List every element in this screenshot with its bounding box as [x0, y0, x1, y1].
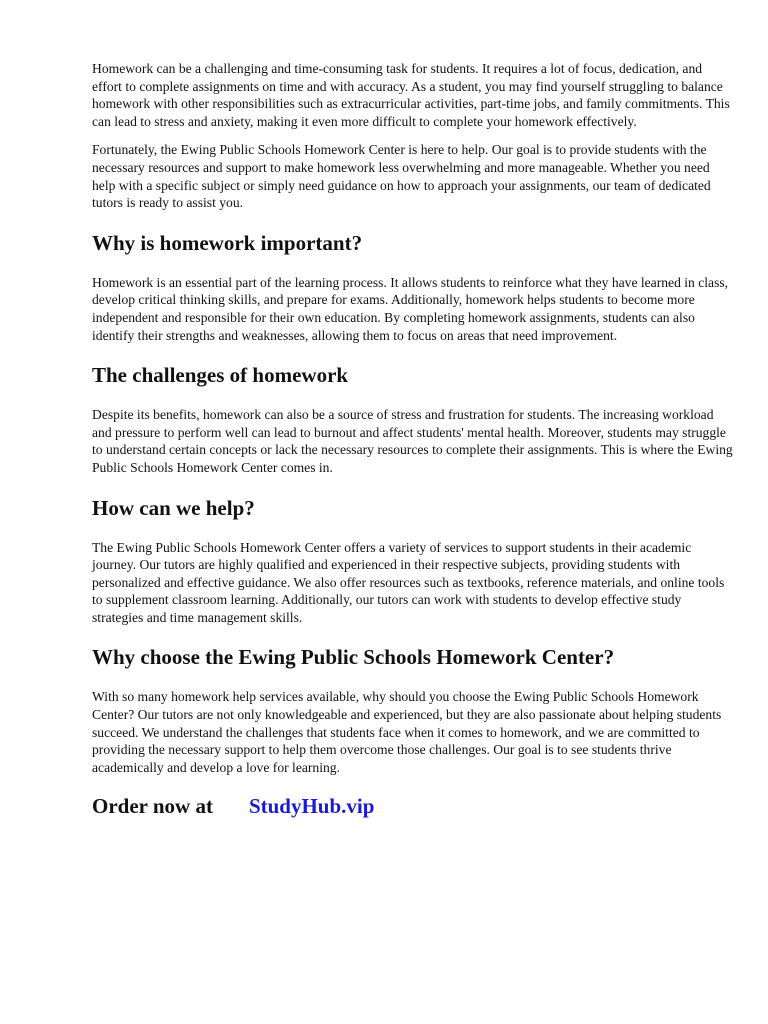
section-heading-help: How can we help? — [92, 495, 255, 520]
intro-paragraph-1: Homework can be a challenging and time-consuming task for students. It requires a lot of focus, dedication, and effort to complete assignments on time and with accuracy. As a student, you may find yourself struggling to balance homework with other responsibilities such as extracurricular activities, part-time jobs, and family commitments. This can lead to stress and anxiety, making it even more difficult to complete your homework effectively. — [92, 61, 730, 129]
studyhub-link[interactable]: StudyHub.vip — [248, 794, 375, 819]
section-body-challenges: Despite its benefits, homework can also be a source of stress and frustration for students. The increasing workload and pressure to perform well can lead to burnout and affect students' mental health. Moreover, students may struggle to understand certain concepts or lack the necessary resources to complete their assignments. This is where the Ewing Public Schools Homework Center comes in. — [92, 407, 733, 475]
section-heading-challenges: The challenges of homework — [92, 363, 349, 388]
section-body-importance: Homework is an essential part of the learning process. It allows students to reinforce what they have learned in class, develop critical thinking skills, and prepare for exams. Additionally, homework helps students to become more independent and responsible for their own education. By completing homework assignments, students can also identify their strengths and weaknesses, allowing them to focus on areas that need improvement. — [92, 274, 729, 343]
order-cta-label: Order now at — [92, 794, 213, 819]
document-page — [92, 60, 734, 818]
section-body-why-choose: With so many homework help services available, why should you choose the Ewing Public Schools Homework Center? Our tutors are not only knowledgeable and experienced, but they are also passionate about helping students succeed. We understand the challenges that students face when it comes to homework, and we are committed to providing the necessary support to help them overcome those challenges. Our goal is to see students thrive academically and develop a love for learning. — [92, 689, 722, 775]
section-heading-importance: Why is homework important? — [92, 230, 363, 255]
order-cta — [92, 794, 734, 818]
section-heading-why-choose: Why choose the Ewing Public Schools Homework Center? — [92, 645, 615, 670]
section-body-help: The Ewing Public Schools Homework Center offers a variety of services to support students in their academic journey. Our tutors are highly qualified and experienced in their respective subjects, providing students with personalized and effective guidance. We also offer resources such as textbooks, reference materials, and online tools to supplement classroom learning. Additionally, our tutors can work with students to develop effective study strategies and time management skills. — [92, 539, 725, 625]
intro-paragraph-2: Fortunately, the Ewing Public Schools Homework Center is here to help. Our goal is to provide students with the necessary resources and support to make homework less overwhelming and more manageable. Whether you need help with a specific subject or simply need guidance on how to approach your assignments, our team of dedicated tutors is ready to assist you. — [92, 142, 711, 211]
